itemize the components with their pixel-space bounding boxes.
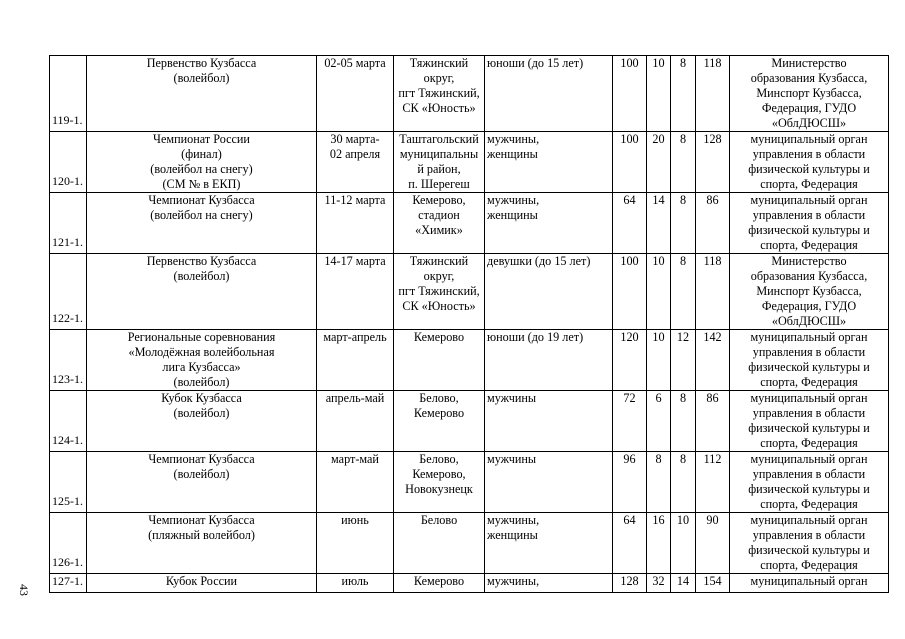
count-total: 118: [696, 56, 730, 132]
event-place: Белово, Кемерово: [394, 391, 485, 452]
event-place: Кемерово: [394, 574, 485, 593]
count-athletes: 100: [613, 132, 647, 193]
event-name: Чемпионат Кузбасса (волейбол на снегу): [87, 193, 317, 254]
row-number: 123-1.: [50, 330, 87, 391]
participants: юноши (до 19 лет): [485, 330, 613, 391]
organizer: муниципальный орган управления в области физической культуры и спорта, Федерация: [730, 513, 889, 574]
table-row: [50, 513, 889, 574]
event-place: Белово: [394, 513, 485, 574]
event-dates: 30 марта- 02 апреля: [317, 132, 394, 193]
count-coaches: 10: [647, 330, 671, 391]
count-athletes: 96: [613, 452, 647, 513]
table-row: [50, 574, 889, 593]
event-dates: март-май: [317, 452, 394, 513]
row-number: 122-1.: [50, 254, 87, 330]
count-athletes: 72: [613, 391, 647, 452]
count-judges: 8: [671, 391, 696, 452]
table-row: [50, 56, 889, 132]
count-coaches: 16: [647, 513, 671, 574]
count-judges: 14: [671, 574, 696, 593]
table-row: [50, 193, 889, 254]
participants: мужчины: [485, 391, 613, 452]
table-row: [50, 452, 889, 513]
row-number: 120-1.: [50, 132, 87, 193]
participants: мужчины,: [485, 574, 613, 593]
count-judges: 12: [671, 330, 696, 391]
participants: юноши (до 15 лет): [485, 56, 613, 132]
count-coaches: 6: [647, 391, 671, 452]
organizer: муниципальный орган управления в области физической культуры и спорта, Федерация: [730, 391, 889, 452]
event-place: Кемерово: [394, 330, 485, 391]
event-dates: 11-12 марта: [317, 193, 394, 254]
event-name: Кубок России: [87, 574, 317, 593]
organizer: Министерство образования Кузбасса, Минспорт Кузбасса, Федерация, ГУДО «ОблДЮСШ»: [730, 56, 889, 132]
table-row: [50, 254, 889, 330]
count-athletes: 100: [613, 254, 647, 330]
event-dates: апрель-май: [317, 391, 394, 452]
count-athletes: 128: [613, 574, 647, 593]
events-table: [49, 55, 889, 593]
row-number: 119-1.: [50, 56, 87, 132]
event-place: Белово, Кемерово, Новокузнецк: [394, 452, 485, 513]
count-judges: 8: [671, 452, 696, 513]
event-dates: июль: [317, 574, 394, 593]
table-body: [50, 56, 889, 593]
event-place: Тяжинский округ, пгт Тяжинский, СК «Юность»: [394, 56, 485, 132]
table-row: [50, 132, 889, 193]
count-total: 112: [696, 452, 730, 513]
event-dates: 02-05 марта: [317, 56, 394, 132]
count-total: 86: [696, 193, 730, 254]
participants: девушки (до 15 лет): [485, 254, 613, 330]
count-judges: 8: [671, 132, 696, 193]
organizer: муниципальный орган: [730, 574, 889, 593]
count-athletes: 120: [613, 330, 647, 391]
event-place: Кемерово, стадион «Химик»: [394, 193, 485, 254]
participants: мужчины: [485, 452, 613, 513]
count-total: 154: [696, 574, 730, 593]
organizer: муниципальный орган управления в области физической культуры и спорта, Федерация: [730, 330, 889, 391]
event-place: Тяжинский округ, пгт Тяжинский, СК «Юность»: [394, 254, 485, 330]
count-athletes: 64: [613, 193, 647, 254]
count-coaches: 10: [647, 254, 671, 330]
table-row: [50, 391, 889, 452]
event-name: Чемпионат Кузбасса (пляжный волейбол): [87, 513, 317, 574]
event-place: Таштагольский муниципальны й район, п. Шерегеш: [394, 132, 485, 193]
event-name: Региональные соревнования «Молодёжная волейбольная лига Кузбасса» (волейбол): [87, 330, 317, 391]
organizer: муниципальный орган управления в области физической культуры и спорта, Федерация: [730, 132, 889, 193]
count-judges: 8: [671, 56, 696, 132]
row-number: 127-1.: [50, 574, 87, 593]
row-number: 125-1.: [50, 452, 87, 513]
count-coaches: 8: [647, 452, 671, 513]
participants: мужчины, женщины: [485, 513, 613, 574]
count-total: 90: [696, 513, 730, 574]
row-number: 124-1.: [50, 391, 87, 452]
count-judges: 8: [671, 254, 696, 330]
count-total: 128: [696, 132, 730, 193]
count-coaches: 32: [647, 574, 671, 593]
event-name: Первенство Кузбасса (волейбол): [87, 56, 317, 132]
organizer: Министерство образования Кузбасса, Минспорт Кузбасса, Федерация, ГУДО «ОблДЮСШ»: [730, 254, 889, 330]
count-coaches: 20: [647, 132, 671, 193]
organizer: муниципальный орган управления в области физической культуры и спорта, Федерация: [730, 452, 889, 513]
row-number: 121-1.: [50, 193, 87, 254]
event-name: Чемпионат Кузбасса (волейбол): [87, 452, 317, 513]
count-judges: 10: [671, 513, 696, 574]
count-judges: 8: [671, 193, 696, 254]
count-total: 118: [696, 254, 730, 330]
event-dates: июнь: [317, 513, 394, 574]
event-name: Кубок Кузбасса (волейбол): [87, 391, 317, 452]
participants: мужчины, женщины: [485, 132, 613, 193]
event-dates: март-апрель: [317, 330, 394, 391]
count-athletes: 64: [613, 513, 647, 574]
row-number: 126-1.: [50, 513, 87, 574]
participants: мужчины, женщины: [485, 193, 613, 254]
event-dates: 14-17 марта: [317, 254, 394, 330]
count-athletes: 100: [613, 56, 647, 132]
count-coaches: 14: [647, 193, 671, 254]
table-row: [50, 330, 889, 391]
count-total: 86: [696, 391, 730, 452]
event-name: Первенство Кузбасса (волейбол): [87, 254, 317, 330]
organizer: муниципальный орган управления в области физической культуры и спорта, Федерация: [730, 193, 889, 254]
count-coaches: 10: [647, 56, 671, 132]
count-total: 142: [696, 330, 730, 391]
event-name: Чемпионат России (финал) (волейбол на снегу) (СМ № в ЕКП): [87, 132, 317, 193]
page-number: 43: [17, 584, 31, 596]
